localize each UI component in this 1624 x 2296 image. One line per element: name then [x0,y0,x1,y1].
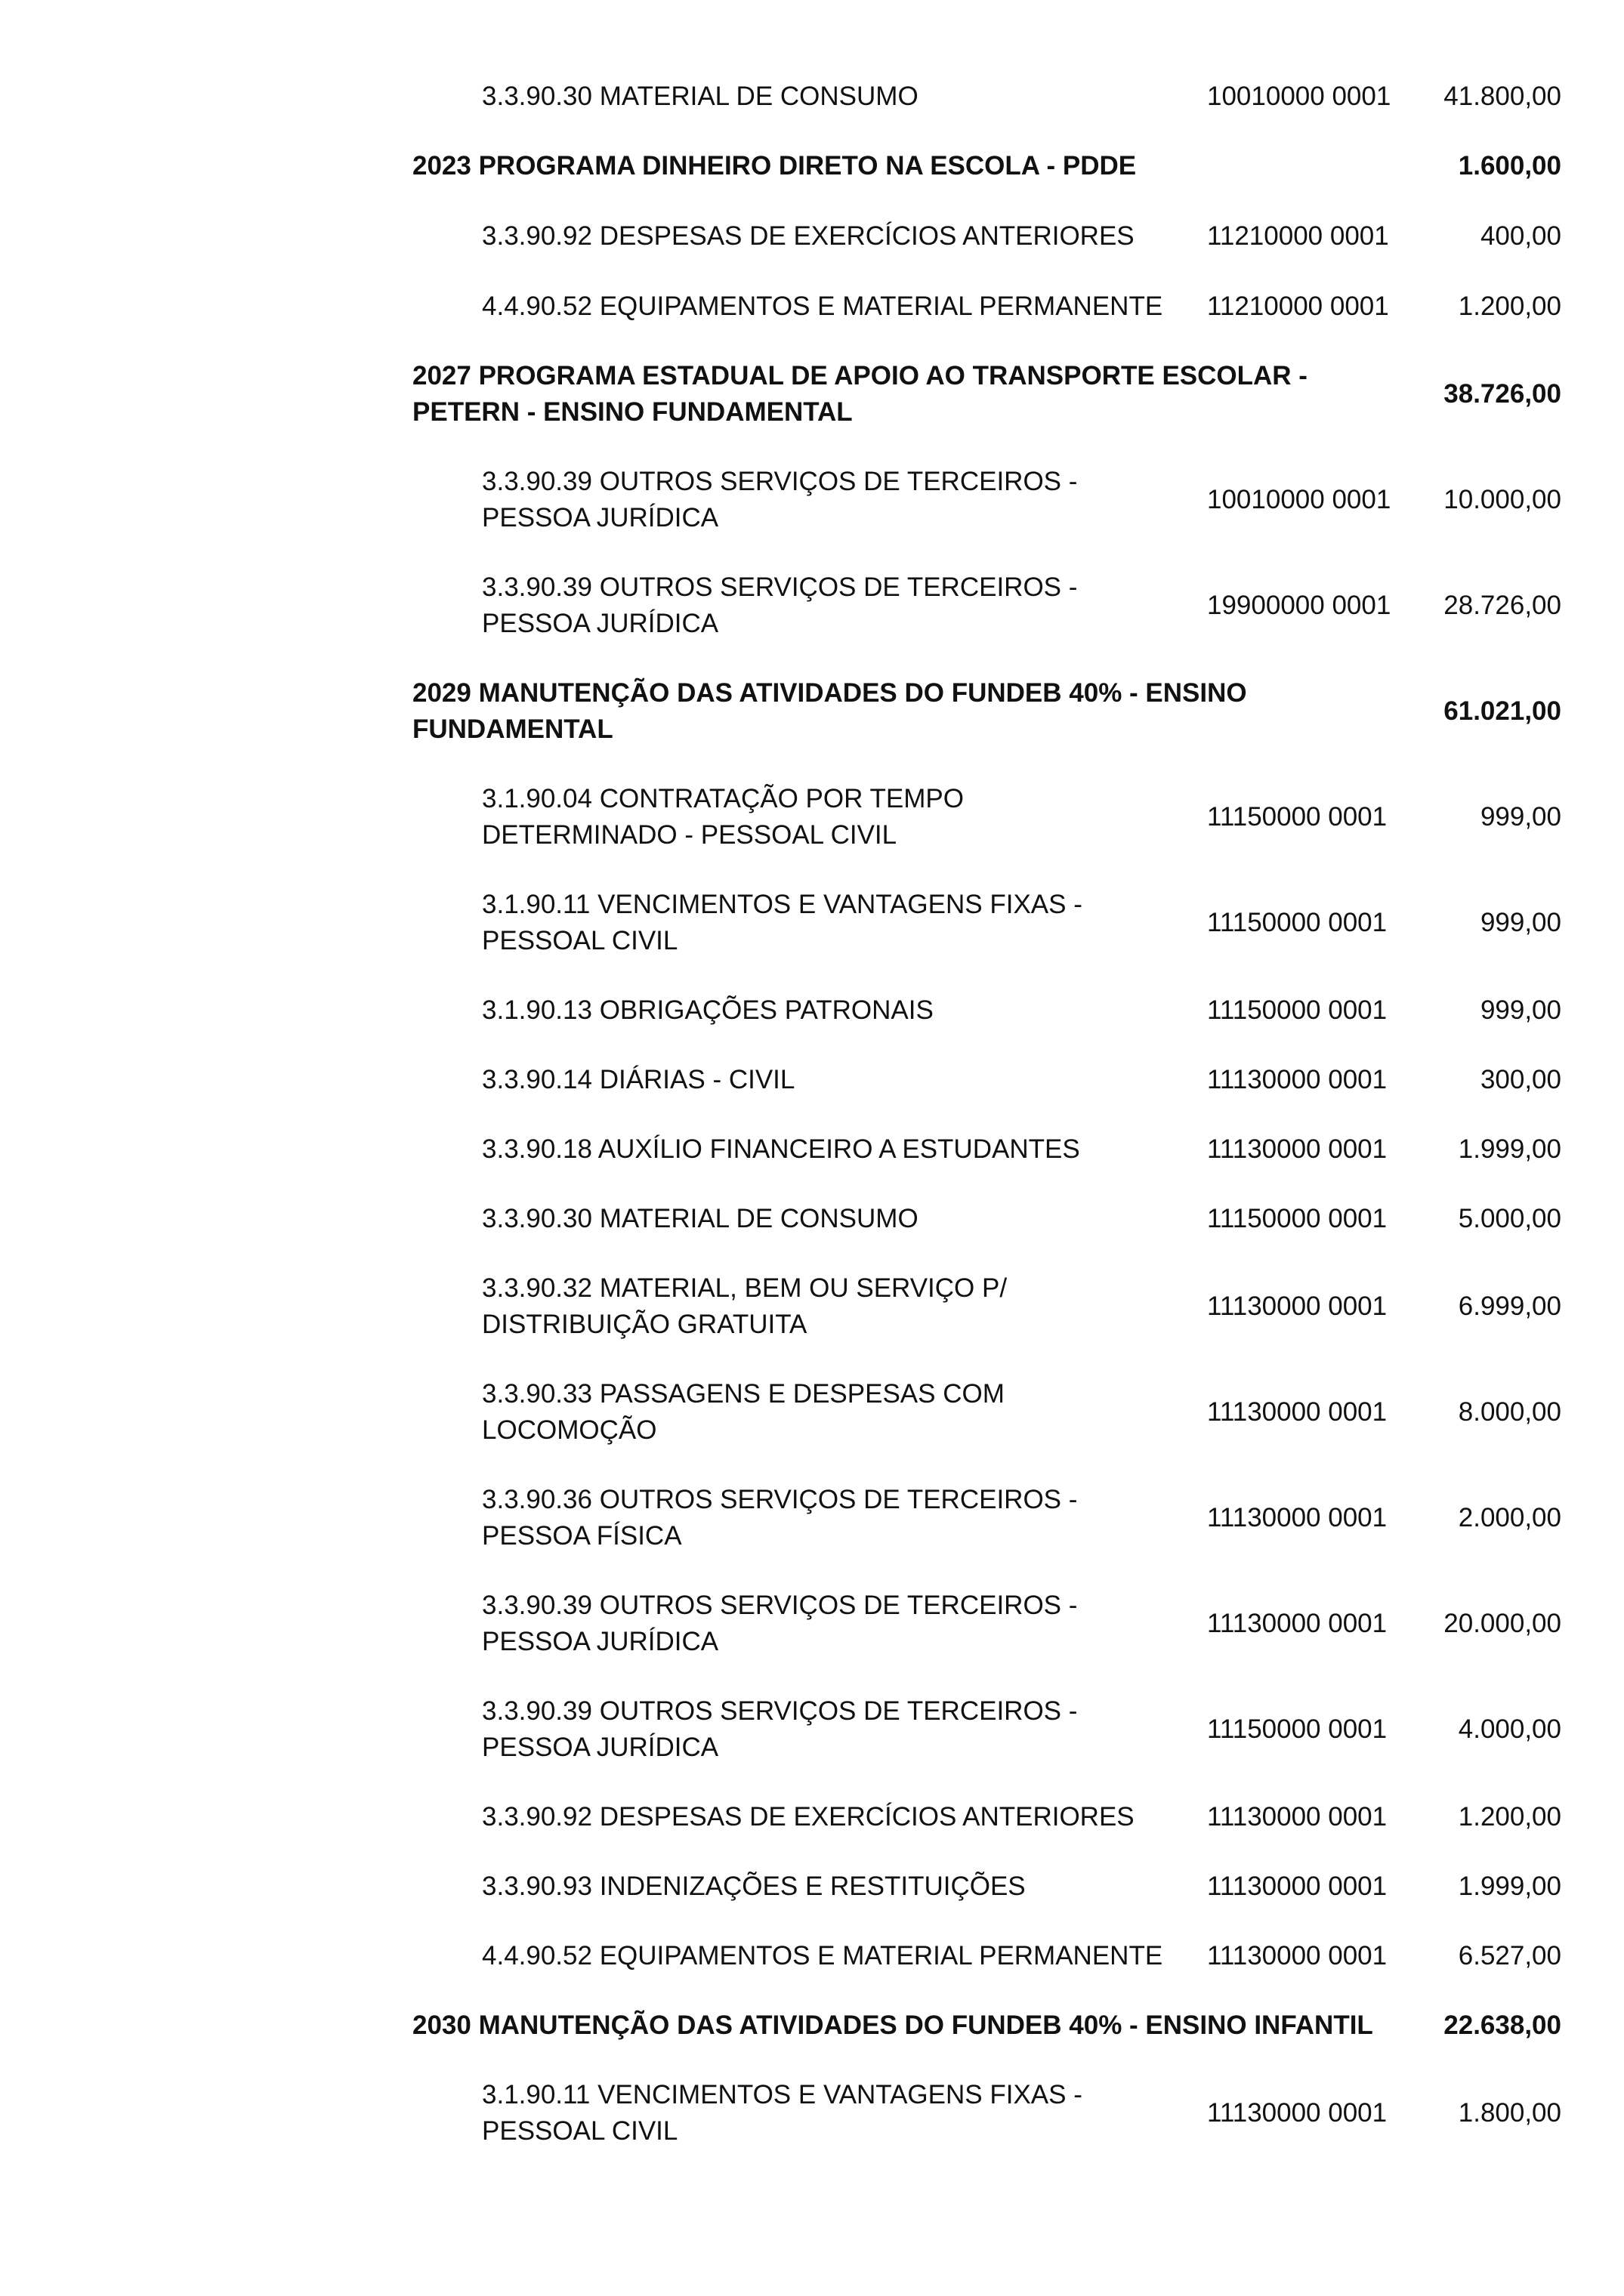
program-row [0,356,1624,432]
expense-amount: 1.999,00 [1458,1134,1561,1164]
expense-description: 3.3.90.33 PASSAGENS E DESPESAS COM LOCOMOÇÃO [482,1379,1005,1445]
program-description: 2027 PROGRAMA ESTADUAL DE APOIO AO TRANSPORTE ESCOLAR - PETERN - ENSINO FUNDAMENTAL [412,361,1308,427]
resource-code: 10010000 0001 [1207,485,1391,514]
expense-description: 3.3.90.32 MATERIAL, BEM OU SERVIÇO P/ DISTRIBUIÇÃO GRATUITA [482,1273,1008,1339]
expense-description: 3.1.90.11 VENCIMENTOS E VANTAGENS FIXAS - PESSOAL CIVIL [482,890,1082,955]
expense-row [0,1480,1624,1556]
resource-code: 11150000 0001 [1207,995,1388,1025]
expense-row [0,779,1624,855]
expense-amount: 999,00 [1480,802,1561,832]
expense-row [0,1269,1624,1344]
resource-code: 19900000 0001 [1207,591,1391,620]
expense-description: 3.3.90.36 OUTROS SERVIÇOS DE TERCEIROS - PESSOA FÍSICA [482,1485,1078,1551]
expense-row [0,287,1624,326]
expense-description: 3.3.90.18 AUXÍLIO FINANCEIRO A ESTUDANTES [482,1134,1080,1164]
resource-code: 11130000 0001 [1207,1872,1388,1901]
expense-description: 3.3.90.92 DESPESAS DE EXERCÍCIOS ANTERIORES [482,221,1135,251]
resource-code: 11150000 0001 [1207,1714,1388,1744]
expense-description: 3.3.90.39 OUTROS SERVIÇOS DE TERCEIROS - PESSOA JURÍDICA [482,467,1078,532]
resource-code: 10010000 0001 [1207,82,1391,111]
expense-row [0,1692,1624,1767]
expense-amount: 6.527,00 [1458,1941,1561,1970]
program-row [0,674,1624,749]
expense-amount: 1.200,00 [1458,1802,1561,1832]
expense-description: 3.1.90.13 OBRIGAÇÕES PATRONAIS [482,995,934,1025]
expense-amount: 400,00 [1480,221,1561,251]
resource-code: 11150000 0001 [1207,908,1388,937]
expense-description: 3.1.90.11 VENCIMENTOS E VANTAGENS FIXAS - PESSOAL CIVIL [482,2080,1082,2146]
expense-amount: 5.000,00 [1458,1204,1561,1233]
expense-amount: 1.200,00 [1458,292,1561,321]
expense-row [0,1936,1624,1976]
resource-code: 11210000 0001 [1207,221,1389,251]
expense-description: 3.3.90.39 OUTROS SERVIÇOS DE TERCEIROS - PESSOA JURÍDICA [482,1591,1078,1656]
program-total-amount: 1.600,00 [1458,151,1561,181]
resource-code: 11130000 0001 [1207,1609,1388,1638]
resource-code: 11130000 0001 [1207,2098,1388,2128]
expense-row [0,1586,1624,1662]
expense-description: 3.3.90.92 DESPESAS DE EXERCÍCIOS ANTERIORES [482,1802,1135,1832]
expense-row [0,1798,1624,1837]
expense-row [0,1130,1624,1169]
expense-amount: 20.000,00 [1443,1609,1561,1638]
resource-code: 11130000 0001 [1207,1941,1388,1970]
resource-code: 11150000 0001 [1207,802,1388,832]
resource-code: 11150000 0001 [1207,1204,1388,1233]
expense-amount: 41.800,00 [1443,82,1561,111]
resource-code: 11210000 0001 [1207,292,1389,321]
program-row [0,147,1624,186]
expense-description: 3.3.90.93 INDENIZAÇÕES E RESTITUIÇÕES [482,1872,1026,1901]
resource-code: 11130000 0001 [1207,1802,1388,1832]
expense-row [0,462,1624,538]
expense-description: 4.4.90.52 EQUIPAMENTOS E MATERIAL PERMANENTE [482,292,1163,321]
program-total-amount: 22.638,00 [1443,2011,1561,2040]
expense-row [0,1199,1624,1239]
program-total-amount: 38.726,00 [1443,379,1561,409]
expense-description: 3.1.90.04 CONTRATAÇÃO POR TEMPO DETERMINADO - PESSOAL CIVIL [482,784,964,850]
expense-description: 3.3.90.14 DIÁRIAS - CIVIL [482,1065,795,1094]
expense-amount: 1.999,00 [1458,1872,1561,1901]
expense-row [0,991,1624,1030]
expense-row [0,885,1624,961]
program-row [0,2006,1624,2045]
expense-amount: 2.000,00 [1458,1503,1561,1532]
resource-code: 11130000 0001 [1207,1292,1388,1321]
expense-amount: 999,00 [1480,908,1561,937]
expense-row [0,1060,1624,1100]
program-description: 2030 MANUTENÇÃO DAS ATIVIDADES DO FUNDEB 40% - ENSINO INFANTIL [412,2011,1373,2040]
expense-description: 3.3.90.39 OUTROS SERVIÇOS DE TERCEIROS - PESSOA JURÍDICA [482,572,1078,638]
program-description: 2023 PROGRAMA DINHEIRO DIRETO NA ESCOLA - PDDE [412,151,1137,181]
expense-description: 3.3.90.30 MATERIAL DE CONSUMO [482,1204,919,1233]
expense-amount: 4.000,00 [1458,1714,1561,1744]
expense-amount: 8.000,00 [1458,1397,1561,1427]
expense-description: 3.3.90.39 OUTROS SERVIÇOS DE TERCEIROS - PESSOA JURÍDICA [482,1696,1078,1762]
expense-amount: 28.726,00 [1443,591,1561,620]
expense-row [0,217,1624,256]
expense-amount: 999,00 [1480,995,1561,1025]
expense-amount: 300,00 [1480,1065,1561,1094]
expense-row [0,77,1624,116]
resource-code: 11130000 0001 [1207,1397,1388,1427]
expense-row [0,1867,1624,1906]
expense-description: 4.4.90.52 EQUIPAMENTOS E MATERIAL PERMANENTE [482,1941,1163,1970]
program-total-amount: 61.021,00 [1443,696,1561,726]
resource-code: 11130000 0001 [1207,1134,1388,1164]
expense-row [0,568,1624,643]
expense-amount: 10.000,00 [1443,485,1561,514]
expense-amount: 1.800,00 [1458,2098,1561,2128]
expense-description: 3.3.90.30 MATERIAL DE CONSUMO [482,82,919,111]
expense-row [0,2075,1624,2151]
resource-code: 11130000 0001 [1207,1065,1388,1094]
expense-amount: 6.999,00 [1458,1292,1561,1321]
expense-row [0,1375,1624,1450]
program-description: 2029 MANUTENÇÃO DAS ATIVIDADES DO FUNDEB 40% - ENSINO FUNDAMENTAL [412,678,1247,744]
resource-code: 11130000 0001 [1207,1503,1388,1532]
